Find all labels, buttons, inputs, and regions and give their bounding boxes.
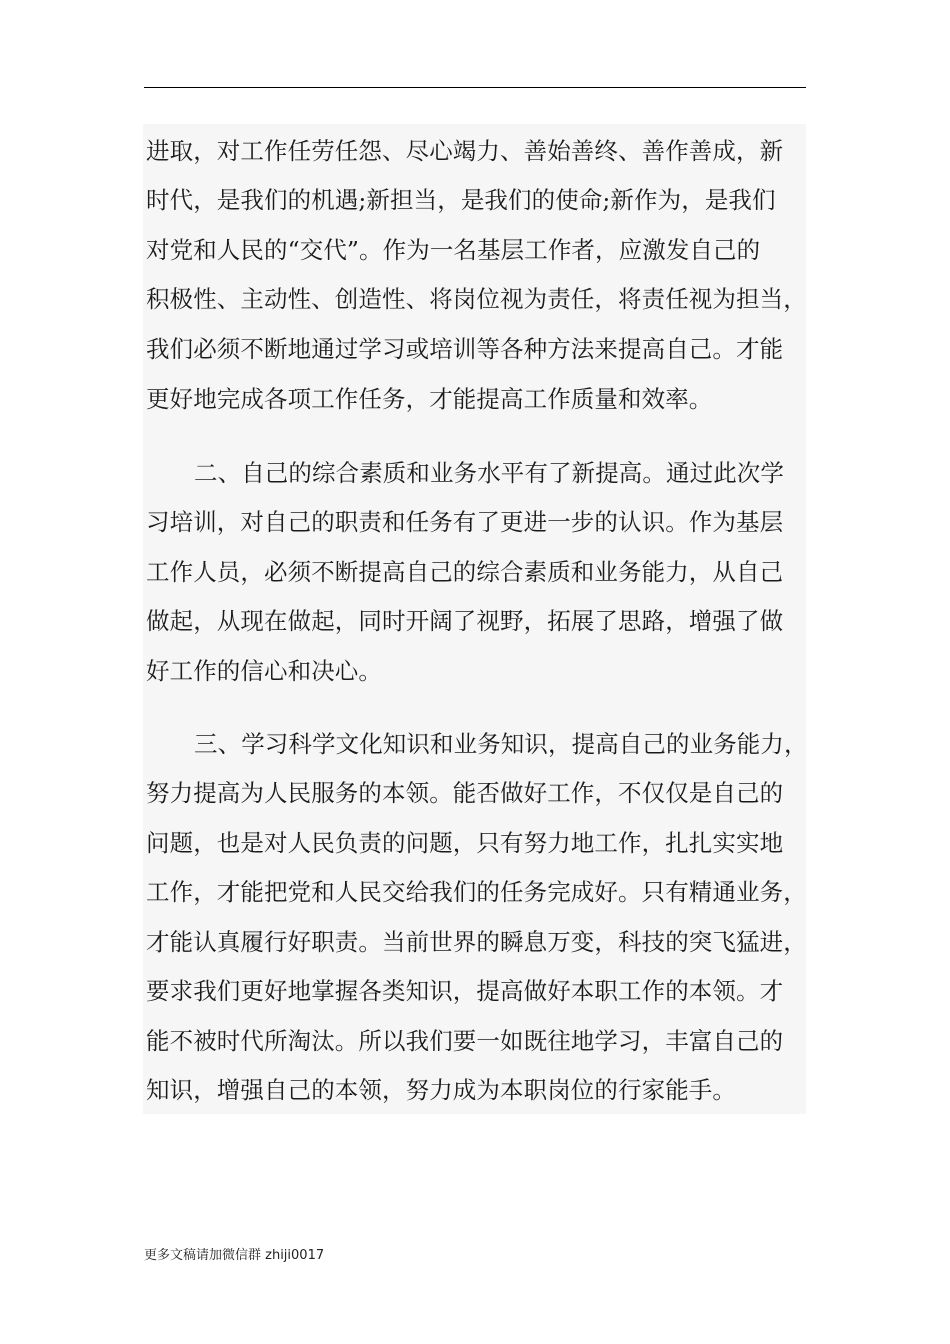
paragraph-3-line: 工作，才能把党和人民交给我们的任务完成好。只有精通业务，	[146, 878, 807, 906]
header-rule	[144, 87, 806, 88]
paragraph-1-line: 积极性、主动性、创造性、将岗位视为责任，将责任视为担当，	[146, 285, 807, 313]
paragraph-1-line: 进取，对工作任劳任怨、尽心竭力、善始善终、善作善成，新	[146, 137, 784, 165]
paragraph-1-line: 我们必须不断地通过学习或培训等各种方法来提高自己。才能	[146, 335, 784, 363]
paragraph-2-line: 做起，从现在做起，同时开阔了视野，拓展了思路，增强了做	[146, 607, 784, 635]
paragraph-3-line: 能不被时代所淘汰。所以我们要一如既往地学习，丰富自己的	[146, 1027, 784, 1055]
paragraph-2-line: 习培训，对自己的职责和任务有了更进一步的认识。作为基层	[146, 508, 784, 536]
paragraph-2-line: 二、自己的综合素质和业务水平有了新提高。通过此次学	[194, 459, 784, 487]
paragraph-1-line: 时代，是我们的机遇;新担当，是我们的使命;新作为，是我们	[146, 186, 776, 214]
paragraph-3-line: 努力提高为人民服务的本领。能否做好工作，不仅仅是自己的	[146, 779, 784, 807]
paragraph-2-line: 好工作的信心和决心。	[146, 657, 382, 685]
paragraph-3-line: 才能认真履行好职责。当前世界的瞬息万变，科技的突飞猛进，	[146, 928, 807, 956]
paragraph-3-line: 问题，也是对人民负责的问题，只有努力地工作，扎扎实实地	[146, 829, 784, 857]
paragraph-2-line: 工作人员，必须不断提高自己的综合素质和业务能力，从自己	[146, 558, 784, 586]
paragraph-3-line: 要求我们更好地掌握各类知识，提高做好本职工作的本领。才	[146, 977, 784, 1005]
paragraph-1-line: 对党和人民的“交代”。作为一名基层工作者，应激发自己的	[146, 236, 761, 264]
paragraph-3-line: 知识，增强自己的本领，努力成为本职岗位的行家能手。	[146, 1076, 736, 1104]
document-body	[143, 124, 806, 1114]
paragraph-1-line: 更好地完成各项工作任务，才能提高工作质量和效率。	[146, 385, 713, 413]
paragraph-3-line: 三、学习科学文化知识和业务知识，提高自己的业务能力，	[194, 730, 808, 758]
footer-note: 更多文稿请加微信群 zhiji0017	[144, 1248, 325, 1263]
